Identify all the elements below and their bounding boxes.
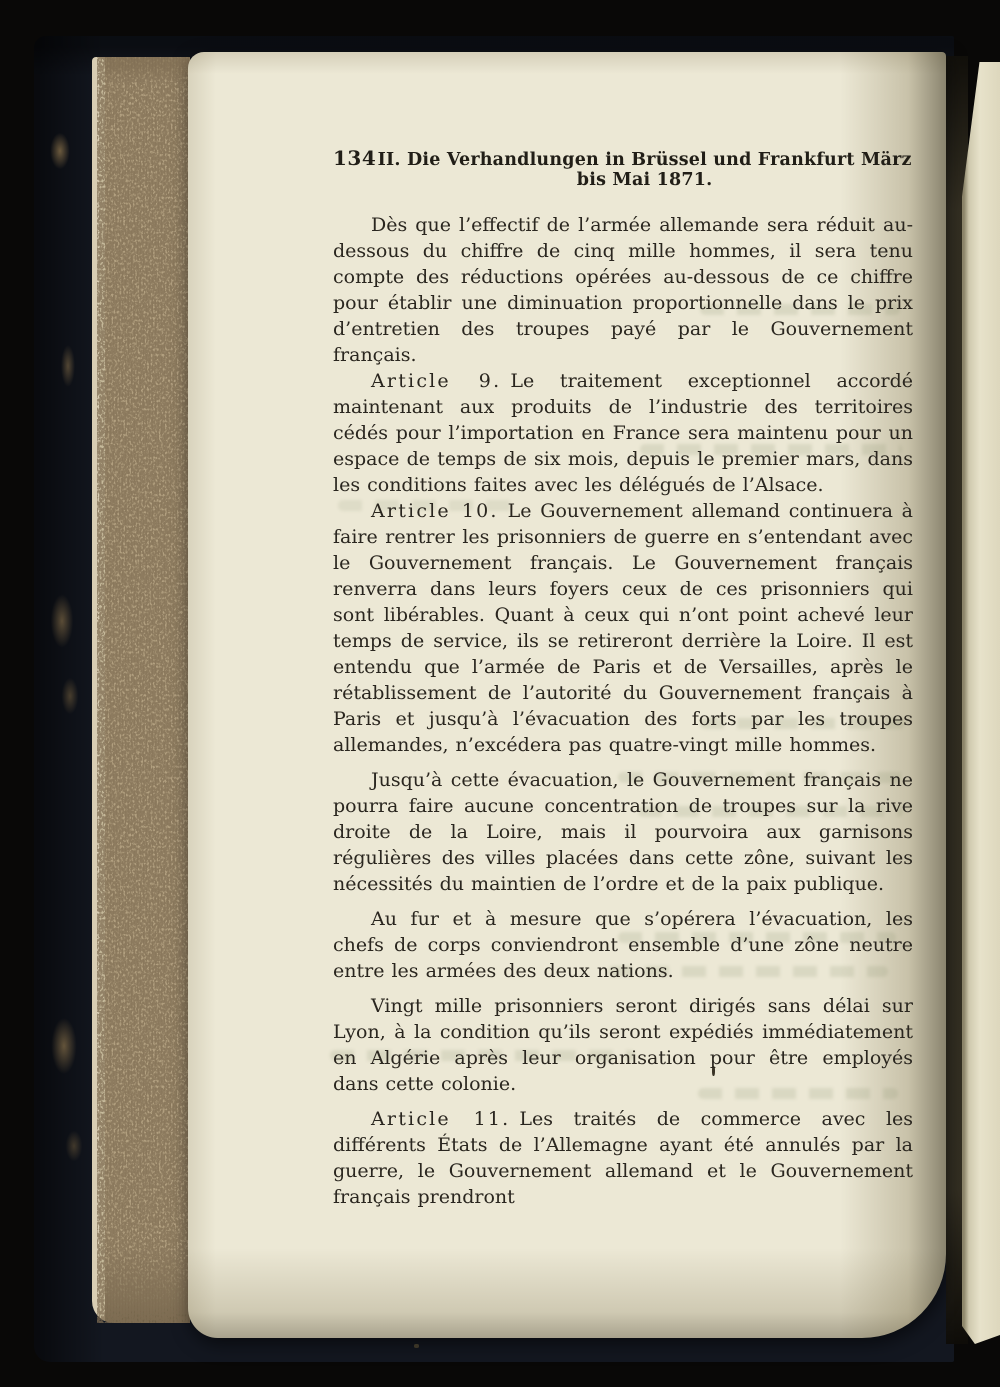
- facing-page-edge: [962, 62, 1000, 1344]
- paragraph-text: Au fur et à mesure que s’opérera l’évacuation, les chefs de corps conviendront ensemble d’une zône neutre entre les armées des deux nations.: [333, 908, 913, 982]
- page-block-edges: [92, 57, 190, 1323]
- page-edges-speckle-texture: [92, 57, 190, 1323]
- paragraph-text: Vingt mille prisonniers seront dirigés sans délai sur Lyon, à la condition qu’ils seront expédiés immédiatement en Algérie après leur organisation pour être employés dans cette colonie.: [333, 995, 913, 1095]
- paragraph-article-9: [333, 368, 913, 498]
- book-page: [188, 52, 946, 1338]
- paragraph-text: Dès que l’effectif de l’armée allemande sera réduit au-dessous du chiffre de cinq mille hommes, il sera tenu compte des réductions opérées au-dessous de ce chiffre pour établir une diminuation proportionnelle dans le prix d’entretien des troupes payé par le Gouvernement français.: [333, 214, 913, 366]
- paragraph-text: Le Gouvernement allemand continuera à faire rentrer les prisonniers de guerre en s’entendant avec le Gouvernement français. Le Gouvernement français renverra dans leurs foyers ceux de ces prisonniers qui sont libérables. Quant à ceux qui n’ont point achevé leur temps de service, ils se retireront derrière la Loire. Il est entendu que l’armée de Paris et de Versailles, après le rétablissement de l’autorité du Gouvernement français à Paris et jusqu’à l’évacuation des forts par les troupes allemandes, n’excédera pas quatre-vingt mille hommes.: [333, 500, 913, 756]
- article-label: Article 11.: [371, 1108, 511, 1130]
- article-label: Article 10.: [371, 500, 499, 522]
- paragraph: [333, 212, 913, 368]
- paragraph: [333, 993, 913, 1097]
- paragraph-text: Jusqu’à cette évacuation, le Gouvernement français ne pourra faire aucune concentration de troupes sur la rive droite de la Loire, mais il pourvoira aux garnisons régulières des villes placées dans cette zône, suivant les nécessités du maintien de l’ordre et de la paix publique.: [333, 769, 913, 895]
- page-number: 134: [333, 146, 377, 170]
- running-header: [333, 146, 913, 190]
- paragraph: [333, 906, 913, 984]
- article-label: Article 9.: [371, 370, 502, 392]
- body-text: [333, 212, 913, 1210]
- paragraph-article-10: [333, 498, 913, 758]
- paragraph-article-11: [333, 1106, 913, 1210]
- paragraph: [333, 767, 913, 897]
- dust-speck: [414, 1344, 419, 1348]
- printed-text-block: [333, 146, 913, 1210]
- running-header-title: II. Die Verhandlungen in Brüssel und Frankfurt März bis Mai 1871.: [377, 150, 912, 190]
- paragraph-text: Le traitement exceptionnel accordé maintenant aux produits de l’industrie des territoires cédés pour l’importation en France sera maintenu pour un espace de temps de six mois, depuis le premier mars, dans les conditions faites avec les délégués de l’Alsace.: [333, 370, 913, 496]
- paragraph-text: Les traités de commerce avec les différents États de l’Allemagne ayant été annulés par la guerre, le Gouvernement allemand et le Gouvernement français prendront: [333, 1108, 914, 1208]
